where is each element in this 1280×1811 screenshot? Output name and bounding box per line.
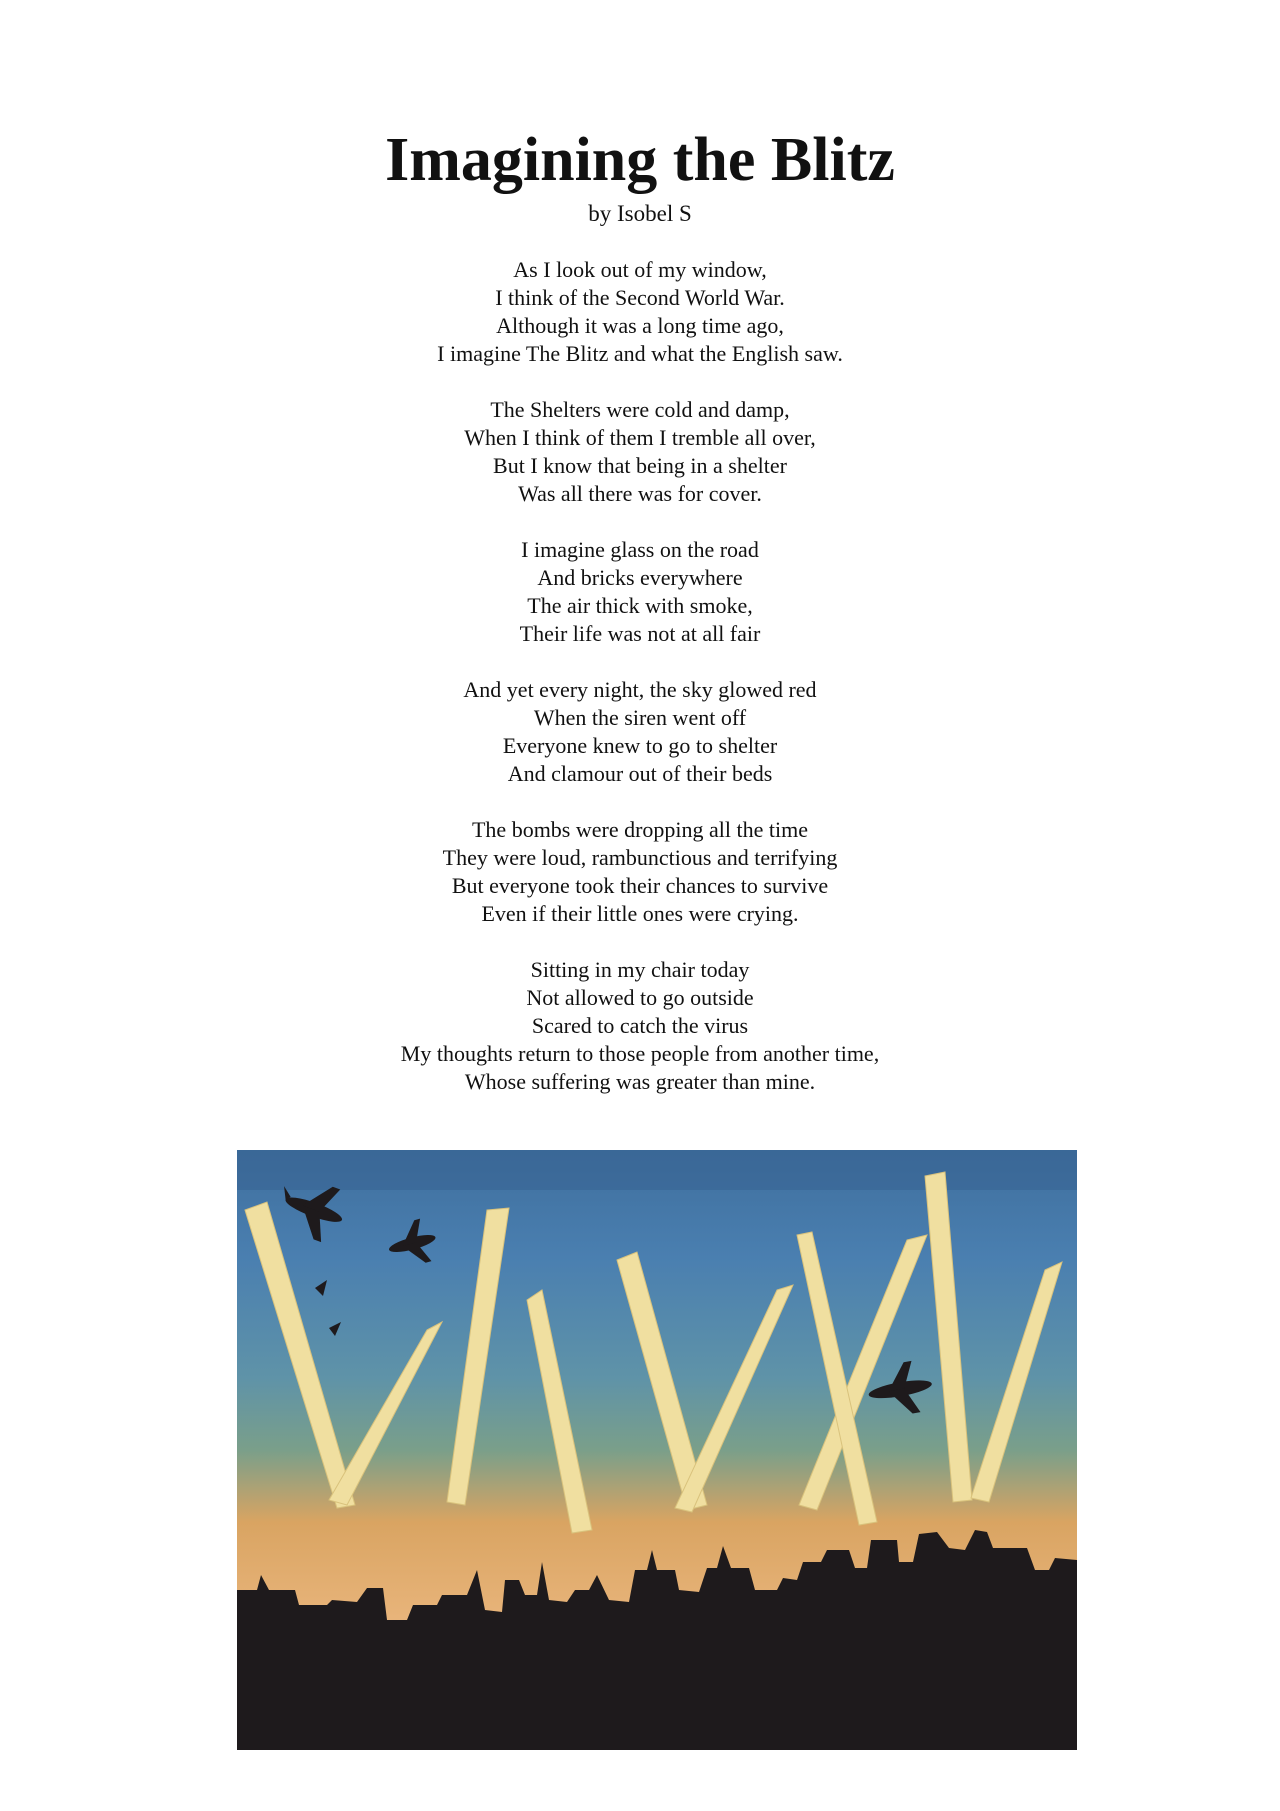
poem-line: They were loud, rambunctious and terrifying — [442, 845, 838, 870]
poem-line: Was all there was for cover. — [518, 481, 762, 506]
sky-texture — [237, 1150, 1077, 1190]
poem-line: I imagine The Blitz and what the English saw. — [437, 341, 843, 366]
poem-line: When I think of them I tremble all over, — [464, 425, 816, 450]
stanza — [0, 956, 1280, 1096]
poem-line: Sitting in my chair today — [530, 957, 750, 982]
poem-body — [0, 256, 1280, 1124]
poem-line: The Shelters were cold and damp, — [490, 397, 790, 422]
stanza — [0, 256, 1280, 368]
stanza — [0, 816, 1280, 928]
poem-line: And yet every night, the sky glowed red — [463, 677, 817, 702]
poem-line: Everyone knew to go to shelter — [502, 733, 778, 758]
blitz-painting — [237, 1150, 1077, 1750]
poem-line: As I look out of my window, — [513, 257, 767, 282]
poem-line: And clamour out of their beds — [507, 761, 773, 786]
poem-line: Even if their little ones were crying. — [481, 901, 799, 926]
poem-line: Whose suffering was greater than mine. — [464, 1069, 816, 1094]
poem-line: The air thick with smoke, — [527, 593, 753, 618]
poem-line: The bombs were dropping all the time — [471, 817, 809, 842]
poem-byline: by Isobel S — [588, 201, 692, 226]
stanza — [0, 676, 1280, 788]
poem-line: But everyone took their chances to survive — [451, 873, 829, 898]
poem-title: Imagining the Blitz — [385, 126, 895, 194]
stanza — [0, 536, 1280, 648]
stanza — [0, 396, 1280, 508]
poem-line: Not allowed to go outside — [526, 985, 754, 1010]
poem-line: But I know that being in a shelter — [493, 453, 787, 478]
poem-line: My thoughts return to those people from another time, — [400, 1041, 880, 1066]
blitz-skyline-painting-icon — [237, 1150, 1077, 1750]
poem-line: Their life was not at all fair — [519, 621, 761, 646]
poem-line: I imagine glass on the road — [521, 537, 759, 562]
poem-line: Although it was a long time ago, — [496, 313, 784, 338]
poem-line: And bricks everywhere — [537, 565, 743, 590]
poem-line: Scared to catch the virus — [531, 1013, 749, 1038]
poem-line: I think of the Second World War. — [495, 285, 785, 310]
poem-line: When the siren went off — [533, 705, 747, 730]
